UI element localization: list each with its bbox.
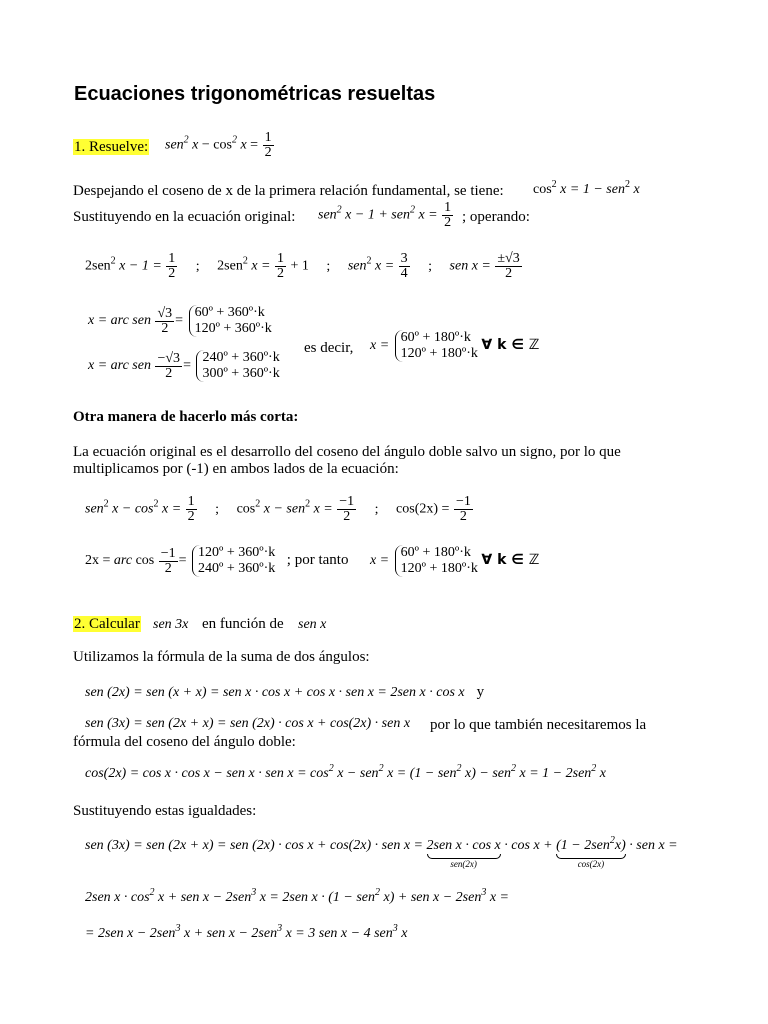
exponent: 2 (409, 204, 415, 216)
eq-part: x = (418, 207, 442, 223)
exponent: 2 (110, 255, 116, 267)
necesitaremos-text: por lo que también necesitaremos la (430, 717, 647, 733)
denominator: 2 (277, 266, 285, 281)
eq-part: = (246, 137, 262, 153)
separator: ; (326, 258, 331, 274)
fraction (399, 252, 410, 281)
numerator: −√3 (157, 350, 181, 366)
sen3x-expr: sen 3x (153, 617, 189, 632)
solution: 60º + 180º·k (400, 330, 471, 345)
problem-1-label-text: 1. Resuelve: (74, 139, 149, 155)
operations-row (85, 252, 523, 281)
eq-part: = (178, 553, 187, 569)
eq-part: = 2sen x − 2sen (85, 926, 176, 941)
y-text: y (476, 684, 485, 700)
exponent: 2 (378, 763, 384, 774)
eq-part: − cos (198, 137, 232, 153)
denominator: 2 (168, 266, 176, 281)
eq-part: sen (359, 766, 379, 781)
eq-part: x = (374, 258, 398, 274)
eq-part: sen (286, 501, 306, 517)
problem-2-label (73, 615, 141, 633)
exponent: 2 (375, 887, 381, 898)
denominator: 2 (187, 509, 195, 524)
fraction (166, 252, 177, 281)
arcsen-positive (88, 305, 272, 337)
eq-part: x − 1 + (345, 207, 392, 223)
eq-part: sen (391, 207, 410, 223)
exponent: 3 (481, 887, 487, 898)
denominator: 2 (164, 560, 172, 576)
por-tanto-text: ; por tanto (286, 552, 349, 569)
expansion-step-2 (85, 887, 510, 906)
exponent: 2 (624, 179, 630, 190)
eq-part: x = (313, 501, 337, 517)
exponent: 2 (366, 255, 372, 267)
eq-part: x = (489, 890, 510, 905)
denominator: 4 (400, 266, 408, 281)
numerator: 3 (400, 251, 408, 266)
problem-1-label (73, 138, 149, 156)
desarrollo-line-2: multiplicamos por (-1) en ambos lados de la ecuación: (73, 461, 399, 477)
eq-part: x + sen x − 2sen (183, 926, 278, 941)
eq-part: = (183, 358, 191, 374)
numerator: −1 (455, 494, 471, 509)
eq-part: + 1 (290, 258, 309, 274)
solution: 120º + 360º·k (198, 545, 276, 560)
forall-k-integers: ∀ k ∈ ℤ (481, 552, 540, 569)
solution: 120º + 180º·k (400, 346, 478, 361)
en-funcion-text: en función de (202, 616, 284, 632)
solution: 240º + 360º·k (202, 350, 280, 365)
numerator: 1 (187, 494, 195, 509)
formula-coseno-text: fórmula del coseno del ángulo doble: (73, 734, 296, 750)
denominator: 2 (343, 509, 351, 524)
exponent: 2 (336, 204, 342, 216)
page-title: Ecuaciones trigonométricas resueltas (74, 83, 436, 105)
exponent: 2 (242, 255, 248, 267)
eq-part: x (633, 182, 640, 197)
separator: ; (215, 501, 220, 517)
eq-part: sen (85, 501, 104, 517)
numerator: √3 (157, 305, 173, 321)
expansion-equation (85, 835, 678, 869)
solution: 120º + 360º·k (194, 321, 272, 336)
sustituyendo-igualdades-text: Sustituyendo estas igualdades: (73, 803, 257, 819)
eq-part: sen x = (449, 258, 495, 274)
fraction (155, 307, 174, 336)
eq-part: x (240, 137, 247, 153)
forall-k-integers: ∀ k ∈ ℤ (481, 337, 540, 354)
numerator: ±√3 (497, 251, 520, 266)
numerator: 1 (264, 130, 272, 145)
eq-part: 2sen (85, 258, 111, 274)
fraction (155, 352, 182, 381)
eq-part: cos (132, 553, 155, 569)
eq-part: x − 1 = (119, 258, 166, 274)
eq-part: x = 3 sen x − 4 sen (285, 926, 393, 941)
eq-part: sen (3x) = sen (2x + x) = sen (2x) · cos x + cos(2x) · sen x = (85, 838, 427, 853)
exponent: 2 (153, 498, 159, 510)
eq-part: x (599, 766, 607, 781)
fraction (442, 201, 453, 230)
eq-part: 2sen (217, 258, 243, 274)
exponent: 2 (551, 179, 557, 190)
separator: ; (195, 258, 200, 274)
underbrace-sen2x (427, 838, 501, 869)
eq-part: x = (1 − (387, 766, 438, 781)
utilizamos-text: Utilizamos la fórmula de la suma de dos ángulos: (73, 649, 370, 665)
eq-part: cos (533, 182, 552, 197)
fraction (186, 495, 197, 524)
operando-text: ; operando: (462, 209, 530, 225)
eq-part: 2x = (85, 553, 114, 569)
eq-part: sen (492, 766, 512, 781)
solution: 60º + 360º·k (194, 305, 265, 320)
eq-part: sen (2x) = sen (x + x) = sen x · cos x + cos x · sen x = 2sen x · cos x (85, 685, 465, 700)
separator: ; (374, 501, 379, 517)
numerator: 1 (277, 251, 285, 266)
exponent: 2 (103, 498, 109, 510)
eq-part: · sen x = (629, 838, 678, 853)
eq-part: x − cos (112, 501, 154, 517)
solution: 120º + 180º·k (400, 561, 478, 576)
cos2x-equation (85, 763, 607, 782)
arccos-row (85, 545, 539, 577)
eq-part: x = (369, 553, 390, 569)
fraction (263, 131, 274, 160)
eq-part: sen (165, 137, 184, 153)
arcsen-negative (88, 350, 280, 382)
es-decir-text: es decir, (304, 340, 354, 356)
solution-brace (196, 350, 279, 382)
eq-part: x = (162, 501, 185, 517)
solution-brace (395, 330, 478, 362)
eq-part: sen (356, 890, 376, 905)
underbrace-label: sen(2x) (450, 859, 477, 869)
eq-part: x = arc sen (88, 313, 151, 329)
exponent: 2 (231, 134, 237, 146)
eq-part: = (175, 313, 184, 329)
eq-part: x = (370, 338, 390, 354)
denominator: 2 (264, 145, 272, 160)
eq-part: cos(2x) = (396, 501, 453, 517)
separator: ; (428, 258, 433, 274)
expansion-step-3 (85, 923, 408, 942)
eq-part: x = (251, 258, 275, 274)
fraction (275, 252, 286, 281)
eq-part: 2sen x · cos (85, 890, 150, 905)
eq-part: cos(2x) = cos x · cos x − sen x · sen x = cos (85, 766, 329, 781)
denominator: 2 (161, 320, 169, 336)
numerator: −1 (160, 545, 176, 561)
sustituyendo-equation (318, 201, 454, 230)
solution-brace (395, 545, 478, 577)
solution-brace (192, 545, 275, 577)
fraction (454, 495, 473, 524)
numerator: 1 (168, 251, 176, 266)
denominator: 2 (165, 365, 173, 381)
eq-part: x (192, 137, 199, 153)
eq-part: · cos x + (504, 838, 557, 853)
eq-part: sen (347, 258, 367, 274)
otra-manera-heading: Otra manera de hacerlo más corta: (73, 409, 299, 425)
exponent: 2 (591, 763, 597, 774)
eq-part: x − (263, 501, 287, 517)
exponent: 2 (255, 498, 261, 510)
eq-part: x + sen x − 2sen (158, 890, 252, 905)
sen3x-equation: sen (3x) = sen (2x + x) = sen (2x) · cos x + cos(2x) · sen x (85, 716, 411, 731)
exponent: 2 (149, 887, 155, 898)
underbrace-label: cos(2x) (577, 859, 605, 869)
eq-part: x = 2sen x · (1 − (259, 890, 357, 905)
exponent: 3 (392, 923, 398, 934)
exponent: 2 (456, 763, 462, 774)
problem-2-label-text: 2. Calcular (74, 616, 140, 632)
result-solutions (370, 330, 539, 362)
senx-expr: sen x (298, 617, 327, 632)
eq-part: x = 1 − (560, 182, 607, 197)
exponent: 2 (609, 835, 615, 846)
numerator: 1 (444, 200, 452, 215)
eq-part: x) − (465, 766, 493, 781)
numerator: −1 (339, 494, 355, 509)
underbrace-content: 2sen x · cos x (426, 838, 501, 853)
solution: 300º + 360º·k (202, 366, 280, 381)
eq-part: x (401, 926, 408, 941)
fraction (337, 495, 356, 524)
fraction (159, 547, 178, 576)
eq-part: sen (318, 207, 337, 223)
exponent: 2 (183, 134, 189, 146)
despejando-text: Despejando el coseno de x de la primera relación fundamental, se tiene: (73, 183, 504, 199)
eq-part: x = 1 − 2sen (519, 766, 592, 781)
eq-part: cos (236, 501, 256, 517)
solution-brace (189, 305, 272, 337)
solution: 60º + 180º·k (400, 545, 471, 560)
desarrollo-line-1: La ecuación original es el desarrollo del coseno del ángulo doble salvo un signo, por lo que (73, 444, 621, 460)
exponent: 2 (511, 763, 517, 774)
exponent: 2 (328, 763, 334, 774)
solution: 240º + 360º·k (198, 561, 276, 576)
despejando-equation (533, 179, 640, 198)
eq-part: arc (113, 553, 133, 569)
fraction (495, 252, 521, 281)
denominator: 2 (505, 266, 513, 281)
eq-part: sen (606, 182, 625, 197)
eq-part: x) + sen x − 2sen (383, 890, 482, 905)
eq-part: x = arc sen (88, 358, 151, 374)
denominator: 2 (444, 215, 452, 230)
exponent: 3 (251, 887, 257, 898)
sustituyendo-text: Sustituyendo en la ecuación original: (73, 209, 296, 225)
exponent: 3 (175, 923, 181, 934)
exponent: 3 (277, 923, 283, 934)
exponent: 2 (305, 498, 311, 510)
problem-1-equation (165, 131, 275, 160)
alt-equations-row (85, 495, 474, 524)
eq-part: x − (337, 766, 360, 781)
underbrace-content: x) (614, 838, 626, 853)
underbrace-content: (1 − 2sen (556, 838, 610, 853)
sen2x-equation (85, 683, 484, 701)
underbrace-cos2x (556, 835, 626, 869)
eq-part: sen (437, 766, 457, 781)
denominator: 2 (459, 509, 467, 524)
